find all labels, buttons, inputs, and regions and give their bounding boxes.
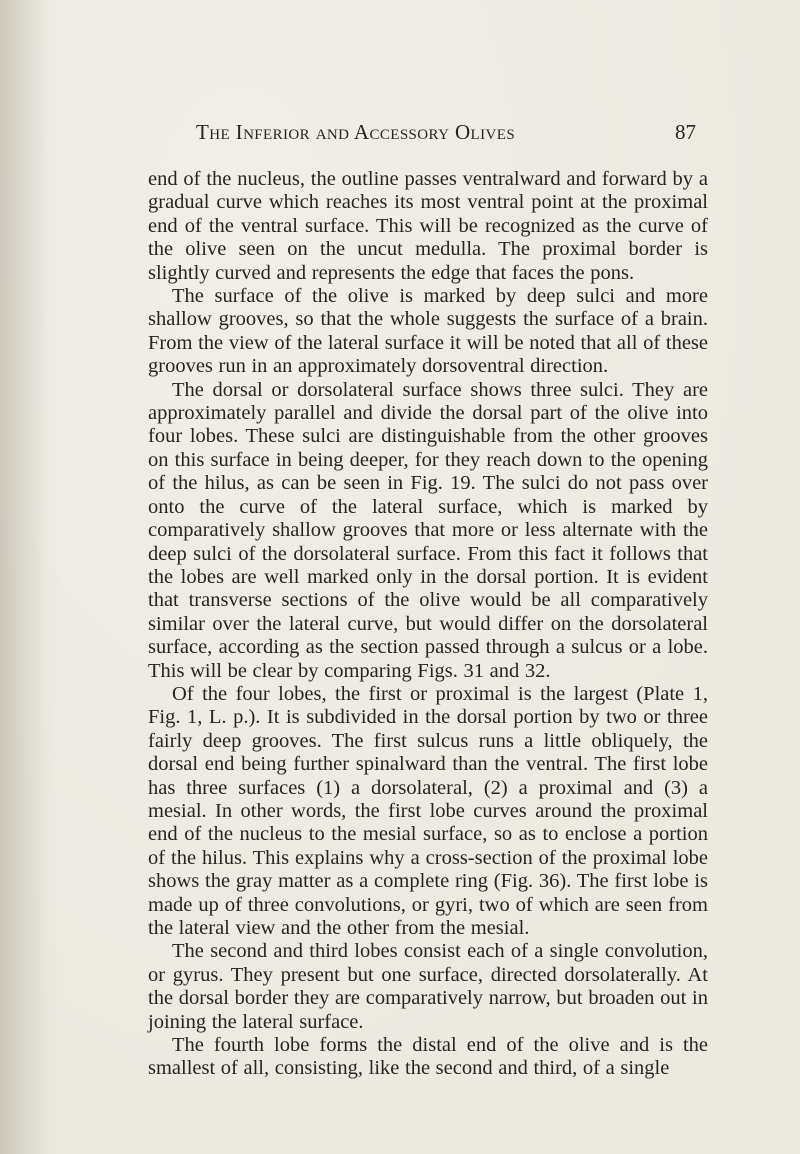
paragraph: The dorsal or dorsolateral surface shows three sulci. They are approximately parallel and divide the dorsal part of the olive into four lobes. These sulci are distinguishable from the other grooves on this surface in being deeper, for they reach down to the opening of the hilus, as can be seen in Fig. 19. The sulci do not pass over onto the curve of the lateral surface, which is marked by comparatively shallow grooves that more or less alternate with the deep sulci of the dorsolateral surface. From this fact it follows that the lobes are well marked only in the dorsal portion. It is evident that transverse sections of the olive would be all comparatively similar over the lateral curve, but would differ on the dorsolateral surface, according as the section passed through a sulcus or a lobe. This will be clear by comparing Figs. 31 and 32.	[148, 378, 708, 682]
body-text	[148, 168, 708, 1081]
paragraph: The surface of the olive is marked by deep sulci and more shallow grooves, so that the whole suggests the surface of a brain. From the view of the lateral surface it will be noted that all of these grooves run in an approximately dorsoventral direction.	[148, 285, 708, 378]
page-number: 87	[675, 120, 696, 144]
paragraph: Of the four lobes, the first or proximal is the largest (Plate 1, Fig. 1, L. p.). It is subdivided in the dorsal portion by two or three fairly deep grooves. The first sulcus runs a little obliquely, the dorsal end being further spinalward than the ventral. The first lobe has three surfaces (1) a dorsolateral, (2) a proximal and (3) a mesial. In other words, the first lobe curves around the proximal end of the nucleus to the mesial surface, so as to enclose a portion of the hilus. This explains why a cross-section of the proximal lobe shows the gray matter as a complete ring (Fig. 36). The first lobe is made up of three convolutions, or gyri, two of which are seen from the lateral view and the other from the mesial.	[148, 682, 708, 939]
page-header	[196, 120, 696, 150]
paragraph: The second and third lobes consist each of a single convolution, or gyrus. They present but one surface, directed dorsolaterally. At the dorsal border they are comparatively narrow, but broaden out in joining the lateral surface.	[148, 940, 708, 1033]
page-edge-shadow	[0, 0, 46, 1154]
paragraph: end of the nucleus, the outline passes ventralward and forward by a gradual curve which reaches its most ventral point at the proximal end of the ventral surface. This will be recognized as the curve of the olive seen on the uncut medulla. The proximal border is slightly curved and represents the edge that faces the pons.	[148, 168, 708, 284]
paragraph: The fourth lobe forms the distal end of the olive and is the smallest of all, consisting, like the second and third, of a single	[148, 1034, 708, 1080]
running-head: The Inferior and Accessory Olives	[196, 120, 516, 144]
